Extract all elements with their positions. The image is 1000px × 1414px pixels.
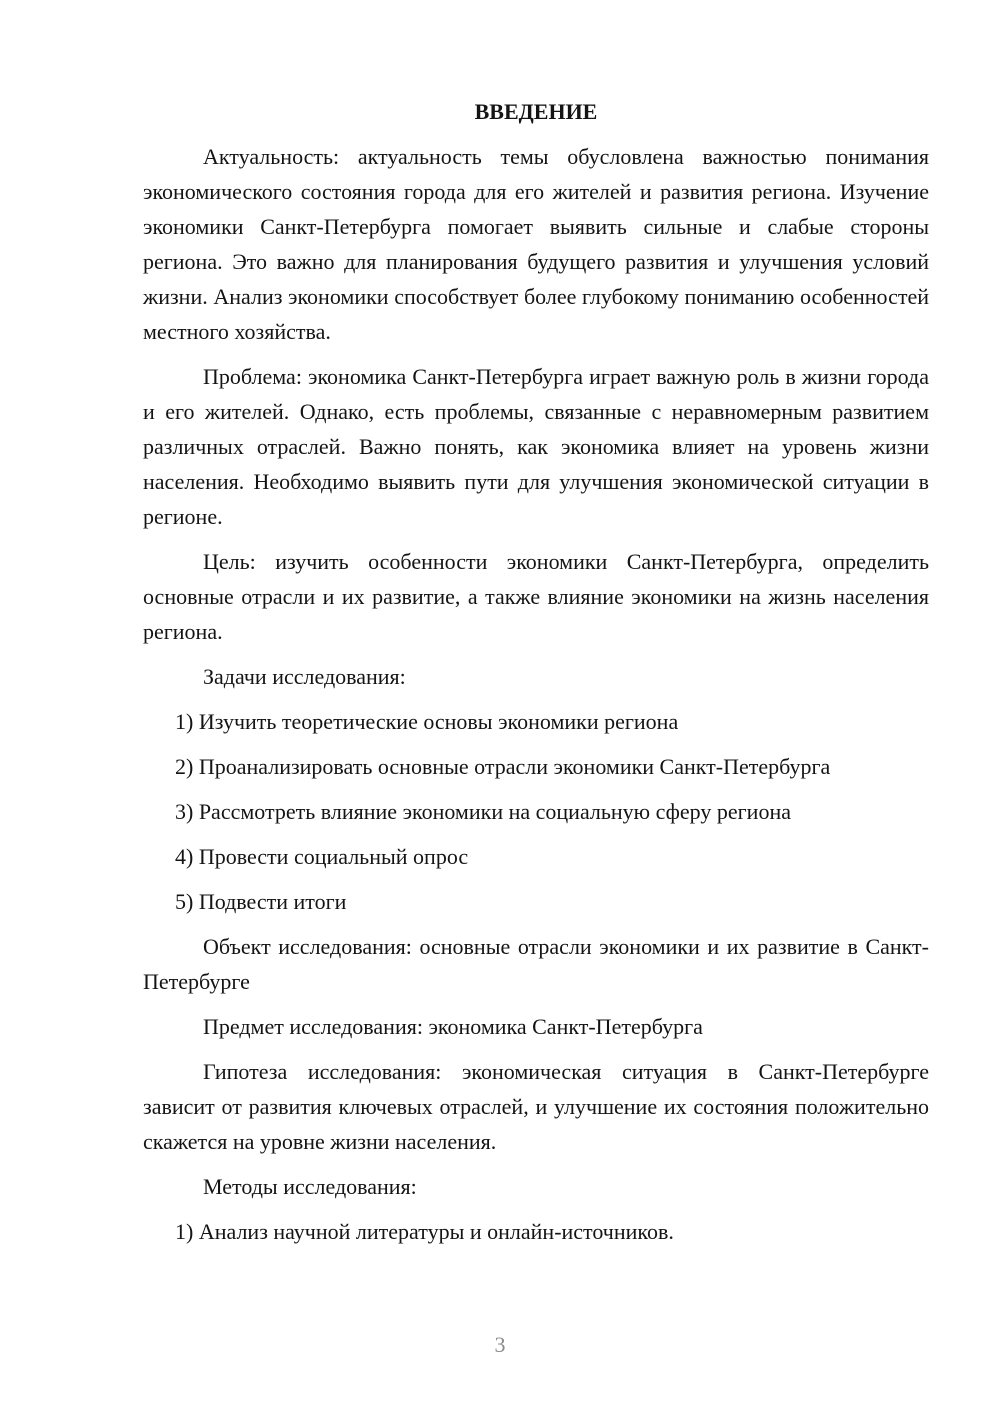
task-item-3: 3) Рассмотреть влияние экономики на социальную сферу региона — [175, 799, 791, 824]
paragraph-goal: Цель: изучить особенности экономики Санкт-Петербурга, определить основные отрасли и их развитие, а также влияние экономики на жизнь населения региона. — [143, 549, 929, 644]
method-item-1: 1) Анализ научной литературы и онлайн-источников. — [175, 1219, 674, 1244]
task-item-1: 1) Изучить теоретические основы экономики региона — [175, 709, 679, 734]
paragraph-hypothesis: Гипотеза исследования: экономическая ситуация в Санкт-Петербурге зависит от развития ключевых отраслей, и улучшение их состояния положительно скажется на уровне жизни населения. — [143, 1059, 929, 1154]
methods-heading: Методы исследования: — [203, 1174, 417, 1199]
task-item-2: 2) Проанализировать основные отрасли экономики Санкт-Петербурга — [175, 754, 831, 779]
tasks-heading: Задачи исследования: — [203, 664, 406, 689]
task-item-4: 4) Провести социальный опрос — [175, 844, 469, 869]
paragraph-problem: Проблема: экономика Санкт-Петербурга играет важную роль в жизни города и его жителей. Однако, есть проблемы, связанные с неравномерным развитием различных отраслей. Важно понять, как экономика влияет на уровень жизни населения. Необходимо выявить пути для улучшения экономической ситуации в регионе. — [143, 364, 929, 529]
section-title: ВВЕДЕНИЕ — [474, 99, 598, 124]
task-item-5: 5) Подвести итоги — [175, 889, 347, 914]
document-page — [143, 94, 929, 1259]
paragraph-subject: Предмет исследования: экономика Санкт-Петербурга — [203, 1014, 703, 1039]
paragraph-actuality: Актуальность: актуальность темы обусловлена важностью понимания экономического состояния города для его жителей и развития региона. Изучение экономики Санкт-Петербурга помогает выявить сильные и слабые стороны региона. Это важно для планирования будущего развития и улучшения условий жизни. Анализ экономики способствует более глубокому пониманию особенностей местного хозяйства. — [143, 144, 929, 344]
paragraph-object: Объект исследования: основные отрасли экономики и их развитие в Санкт-Петербурге — [143, 934, 929, 994]
page-number: 3 — [494, 1332, 506, 1357]
